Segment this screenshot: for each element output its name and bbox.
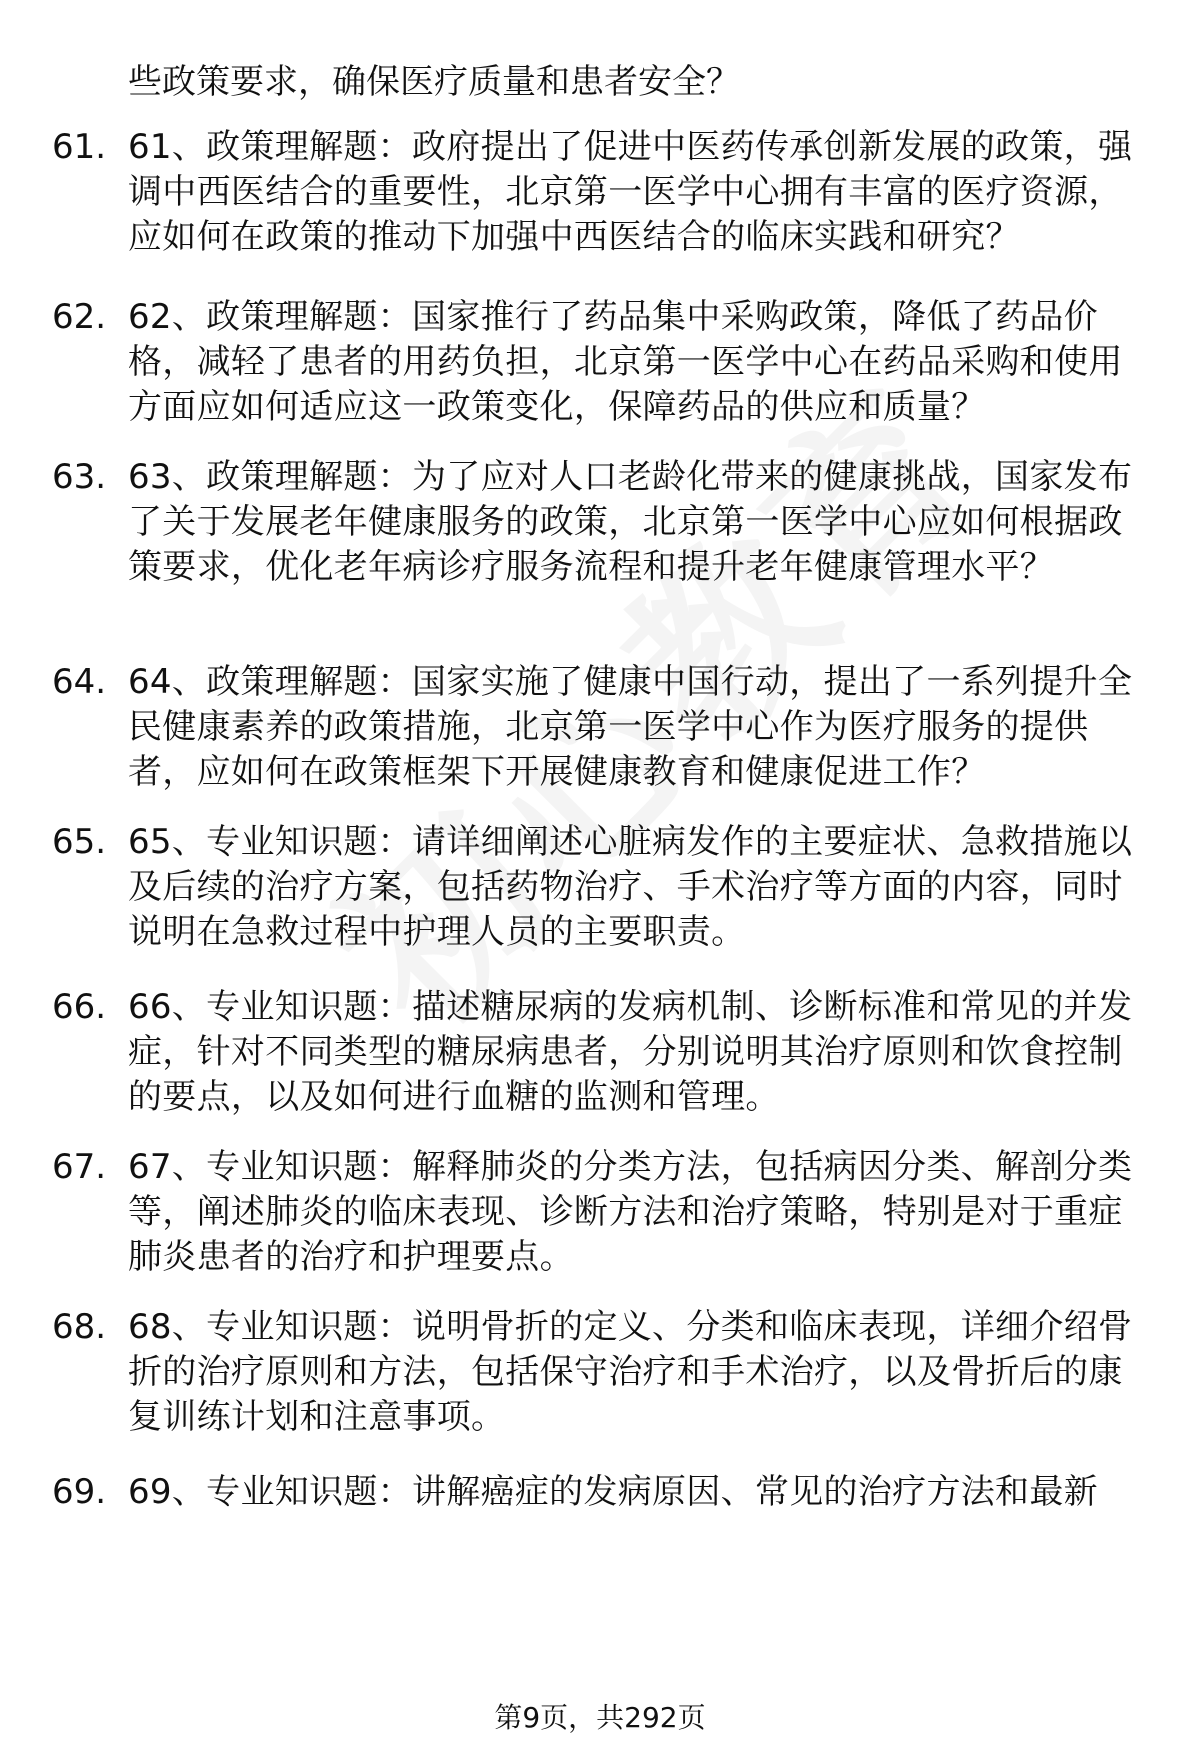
- list-item-number: 68.: [52, 1307, 107, 1347]
- list-item-text: 69、专业知识题：讲解癌症的发病原因、常见的治疗方法和最新: [128, 1472, 1098, 1512]
- list-item-text: 61、政策理解题：政府提出了促进中医药传承创新发展的政策，强调中西医结合的重要性，北京第一医学中心拥有丰富的医疗资源，应如何在政策的推动下加强中西医结合的临床实践和研究？: [128, 127, 1133, 257]
- list-item-number: 64.: [52, 662, 107, 702]
- list-item-number: 65.: [52, 822, 107, 862]
- list-item-number: 63.: [52, 457, 107, 497]
- list-item-number: 62.: [52, 297, 107, 337]
- list-item-text: 62、政策理解题：国家推行了药品集中采购政策，降低了药品价格，减轻了患者的用药负担，北京第一医学中心在药品采购和使用方面应如何适应这一政策变化，保障药品的供应和质量？: [128, 297, 1123, 427]
- list-item-text: 68、专业知识题：说明骨折的定义、分类和临床表现，详细介绍骨折的治疗原则和方法，包括保守治疗和手术治疗，以及骨折后的康复训练计划和注意事项。: [128, 1307, 1133, 1437]
- list-item-number: 66.: [52, 987, 107, 1027]
- list-item-number: 69.: [52, 1472, 107, 1512]
- list-item-text: 64、政策理解题：国家实施了健康中国行动，提出了一系列提升全民健康素养的政策措施，北京第一医学中心作为医疗服务的提供者，应如何在政策框架下开展健康教育和健康促进工作？: [128, 662, 1133, 792]
- list-item-text: 63、政策理解题：为了应对人口老龄化带来的健康挑战，国家发布了关于发展老年健康服务的政策，北京第一医学中心应如何根据政策要求，优化老年病诊疗服务流程和提升老年健康管理水平？: [128, 457, 1133, 587]
- list-item-number: 67.: [52, 1147, 107, 1187]
- list-item-text: 65、专业知识题：请详细阐述心脏病发作的主要症状、急救措施以及后续的治疗方案，包括药物治疗、手术治疗等方面的内容，同时说明在急救过程中护理人员的主要职责。: [128, 822, 1133, 952]
- list-item-text: 67、专业知识题：解释肺炎的分类方法，包括病因分类、解剖分类等，阐述肺炎的临床表现、诊断方法和治疗策略，特别是对于重症肺炎患者的治疗和护理要点。: [128, 1147, 1133, 1277]
- continuation-text: 些政策要求，确保医疗质量和患者安全？: [128, 62, 740, 102]
- list-item-text: 66、专业知识题：描述糖尿病的发病机制、诊断标准和常见的并发症，针对不同类型的糖尿病患者，分别说明其治疗原则和饮食控制的要点，以及如何进行血糖的监测和管理。: [128, 987, 1133, 1117]
- list-item-number: 61.: [52, 127, 107, 167]
- page-footer: 第9页，共292页: [494, 1701, 706, 1734]
